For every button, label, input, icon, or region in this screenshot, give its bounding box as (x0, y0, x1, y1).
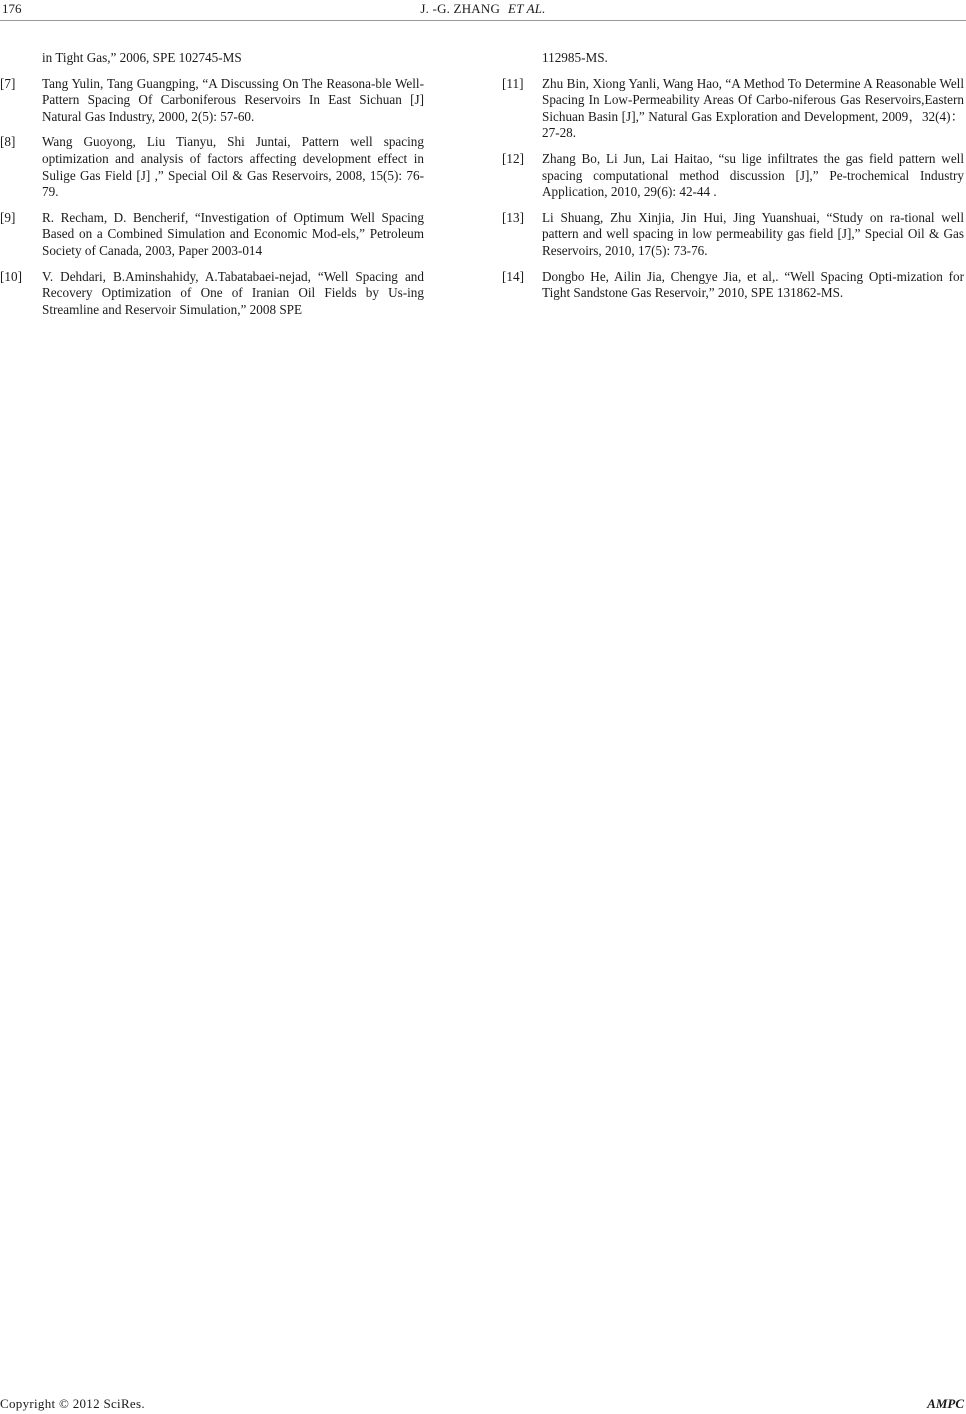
reference-text: Tang Yulin, Tang Guangping, “A Discussing On The Reasona-ble Well-Pattern Spacing Of Carboniferous Reservoirs In East Sichuan [J] Natural Gas Industry, 2000, 2(5): 57-60. (42, 75, 424, 124)
reference-text: Zhu Bin, Xiong Yanli, Wang Hao, “A Method To Determine A Reasonable Well Spacing In Low-Permeability Areas Of Carbo-niferous Gas Reservoirs,Eastern Sichuan Basin [J],” Natural Gas Exploration and Development, 2009，32(4)：27-28. (542, 75, 964, 141)
reference-item (502, 269, 964, 302)
reference-text: 112985-MS. (542, 50, 608, 65)
reference-text: V. Dehdari, B.Aminshahidy, A.Tabatabaei-nejad, “Well Spacing and Recovery Optimization of One of Iranian Oil Fields by Us-ing Streamline and Reservoir Simulation,” 2008 SPE (42, 268, 424, 317)
copyright-notice: Copyright © 2012 SciRes. (0, 1396, 145, 1411)
reference-continuation (502, 50, 964, 67)
reference-number: [10] (0, 268, 22, 284)
left-column (0, 50, 424, 327)
page-number: 176 (2, 1, 22, 16)
reference-text: Dongbo He, Ailin Jia, Chengye Jia, et al,. “Well Spacing Opti-mization for Tight Sandstone Gas Reservoir,” 2010, SPE 131862-MS. (542, 268, 964, 301)
reference-number: [14] (502, 268, 524, 284)
reference-text: Zhang Bo, Li Jun, Lai Haitao, “su lige infiltrates the gas field pattern well spacing computational method discussion [J],” Pe-trochemical Industry Application, 2010, 29(6): 42-44 . (542, 150, 964, 200)
reference-text: Wang Guoyong, Liu Tianyu, Shi Juntai, Pattern well spacing optimization and analysis of factors affecting development effect in Sulige Gas Field [J] ,” Special Oil & Gas Reservoirs, 2008, 15(5): 76-79. (42, 134, 424, 200)
header-rule (0, 20, 966, 21)
reference-number: [7] (0, 75, 16, 91)
reference-continuation (0, 50, 424, 67)
right-column (502, 50, 964, 311)
running-head (0, 0, 966, 18)
reference-text: Li Shuang, Zhu Xinjia, Jin Hui, Jing Yuanshuai, “Study on ra-tional well pattern and well spacing in low permeability gas field [J],” Special Oil & Gas Reservoirs, 2010, 17(5): 73-76. (542, 209, 964, 258)
running-head-etal: ET AL. (508, 1, 546, 16)
page-footer (0, 1394, 966, 1414)
reference-item (0, 269, 424, 319)
reference-text: in Tight Gas,” 2006, SPE 102745-MS (42, 50, 242, 65)
reference-item (0, 134, 424, 200)
reference-number: [11] (502, 75, 524, 91)
reference-item (502, 76, 964, 142)
reference-item (502, 151, 964, 201)
journal-name: AMPC (927, 1396, 964, 1411)
reference-item (502, 210, 964, 260)
reference-number: [12] (502, 150, 524, 166)
reference-number: [8] (0, 134, 16, 150)
reference-number: [9] (0, 209, 16, 225)
reference-item (0, 76, 424, 126)
reference-text: R. Recham, D. Bencherif, “Investigation of Optimum Well Spacing Based on a Combined Simulation and Economic Mod-els,” Petroleum Society of Canada, 2003, Paper 2003-014 (42, 209, 424, 258)
reference-item (0, 210, 424, 260)
reference-number: [13] (502, 209, 524, 225)
running-head-authors: J. -G. ZHANG (420, 1, 501, 16)
